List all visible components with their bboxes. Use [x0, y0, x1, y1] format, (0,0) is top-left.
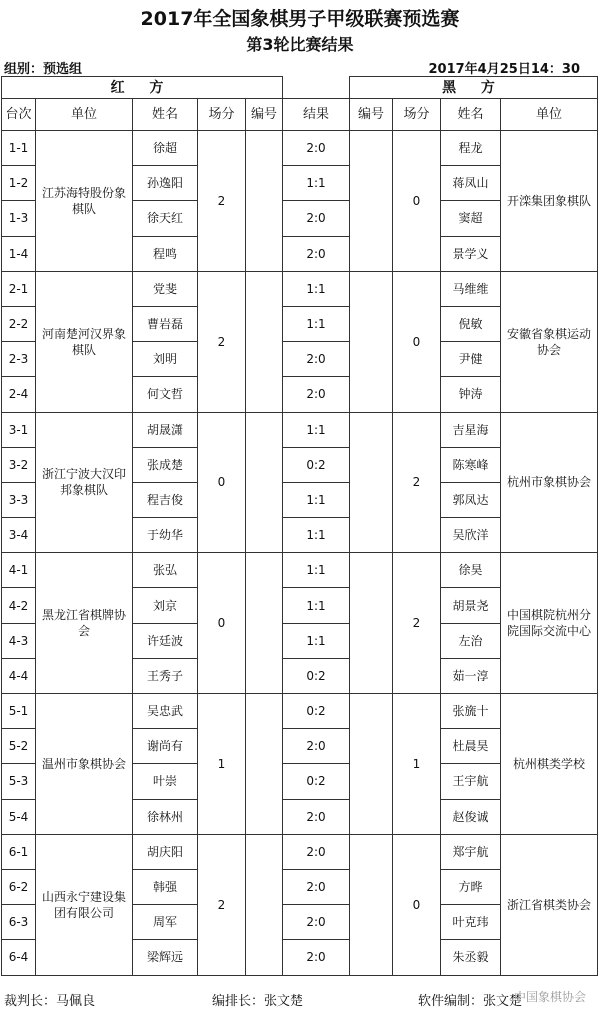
- black-player: 吴欣洋: [441, 518, 501, 553]
- board-number: 1-2: [2, 166, 36, 201]
- black-team-score: 2: [393, 412, 441, 553]
- red-unit: 浙江宁波大汉印邦象棋队: [36, 412, 133, 553]
- black-player: 徐昊: [441, 553, 501, 588]
- board-number: 2-4: [2, 377, 36, 412]
- black-number: [350, 131, 393, 272]
- board-number: 2-3: [2, 342, 36, 377]
- header-black-number: 编号: [350, 99, 393, 131]
- board-number: 2-1: [2, 271, 36, 306]
- page-title: 2017年全国象棋男子甲级联赛预选赛: [140, 8, 460, 30]
- black-team-score: 0: [393, 271, 441, 412]
- red-side-header: 红 方: [2, 77, 283, 99]
- black-player: 蒋凤山: [441, 166, 501, 201]
- board-result: 1:1: [283, 482, 350, 517]
- red-player: 梁辉远: [133, 940, 198, 975]
- board-result: 2:0: [283, 869, 350, 904]
- board-number: 1-4: [2, 236, 36, 271]
- black-player: 郑宇航: [441, 834, 501, 869]
- red-team-score: 2: [198, 131, 246, 272]
- scheduler-label: 编排长：张文楚: [212, 994, 304, 1009]
- board-number: 5-4: [2, 799, 36, 834]
- board-result: 0:2: [283, 764, 350, 799]
- table-row: [2, 553, 598, 588]
- black-player: 景学义: [441, 236, 501, 271]
- board-result: 0:2: [283, 658, 350, 693]
- red-player: 吴忠武: [133, 694, 198, 729]
- red-unit: 江苏海特股份象棋队: [36, 131, 133, 272]
- black-team-score: 2: [393, 553, 441, 694]
- red-number: [246, 412, 283, 553]
- red-player: 张成楚: [133, 447, 198, 482]
- red-player: 徐林州: [133, 799, 198, 834]
- watermark-logo: 中国象棋协会: [513, 990, 586, 1004]
- red-number: [246, 834, 283, 975]
- board-number: 1-3: [2, 201, 36, 236]
- board-number: 6-2: [2, 869, 36, 904]
- board-result: 2:0: [283, 834, 350, 869]
- board-result: 2:0: [283, 729, 350, 764]
- referee-label: 裁判长：马佩良: [4, 994, 96, 1009]
- page-subtitle: 第3轮比赛结果: [246, 35, 354, 54]
- black-player: 方晔: [441, 869, 501, 904]
- header-black-unit: 单位: [501, 99, 598, 131]
- black-number: [350, 694, 393, 835]
- red-player: 曹岩磊: [133, 306, 198, 341]
- red-player: 叶崇: [133, 764, 198, 799]
- software-label: 软件编制：张文楚: [418, 994, 523, 1009]
- board-result: 0:2: [283, 447, 350, 482]
- black-player: 郭凤达: [441, 482, 501, 517]
- board-number: 6-3: [2, 905, 36, 940]
- black-team-score: 1: [393, 694, 441, 835]
- header-result: 结果: [283, 99, 350, 131]
- board-result: 1:1: [283, 412, 350, 447]
- black-unit: 杭州棋类学校: [501, 694, 598, 835]
- red-player: 于幼华: [133, 518, 198, 553]
- red-player: 程鸣: [133, 236, 198, 271]
- black-player: 左治: [441, 623, 501, 658]
- black-player: 钟涛: [441, 377, 501, 412]
- board-result: 1:1: [283, 623, 350, 658]
- black-player: 倪敏: [441, 306, 501, 341]
- black-player: 茹一淳: [441, 658, 501, 693]
- results-table: [1, 76, 598, 976]
- board-result: 1:1: [283, 518, 350, 553]
- header-red-number: 编号: [246, 99, 283, 131]
- black-number: [350, 412, 393, 553]
- red-team-score: 1: [198, 694, 246, 835]
- red-team-score: 2: [198, 271, 246, 412]
- red-player: 谢尚有: [133, 729, 198, 764]
- header-black-score: 场分: [393, 99, 441, 131]
- red-unit: 温州市象棋协会: [36, 694, 133, 835]
- red-player: 王秀子: [133, 658, 198, 693]
- table-row: [2, 271, 598, 306]
- board-number: 3-3: [2, 482, 36, 517]
- board-result: 2:0: [283, 377, 350, 412]
- board-number: 3-2: [2, 447, 36, 482]
- black-unit: 开滦集团象棋队: [501, 131, 598, 272]
- board-number: 1-1: [2, 131, 36, 166]
- table-row: [2, 834, 598, 869]
- board-result: 2:0: [283, 201, 350, 236]
- board-number: 5-3: [2, 764, 36, 799]
- black-number: [350, 553, 393, 694]
- black-team-score: 0: [393, 834, 441, 975]
- board-result: 0:2: [283, 694, 350, 729]
- board-result: 1:1: [283, 588, 350, 623]
- datetime-label: 2017年4月25日14：30: [428, 62, 580, 77]
- board-result: 1:1: [283, 553, 350, 588]
- black-unit: 安徽省象棋运动协会: [501, 271, 598, 412]
- red-number: [246, 553, 283, 694]
- red-player: 韩强: [133, 869, 198, 904]
- red-team-score: 0: [198, 412, 246, 553]
- red-unit: 河南楚河汉界象棋队: [36, 271, 133, 412]
- board-number: 5-2: [2, 729, 36, 764]
- header-board: 台次: [2, 99, 36, 131]
- board-number: 4-3: [2, 623, 36, 658]
- table-row: [2, 694, 598, 729]
- red-player: 何文哲: [133, 377, 198, 412]
- header-red-score: 场分: [198, 99, 246, 131]
- board-number: 6-1: [2, 834, 36, 869]
- red-player: 孙逸阳: [133, 166, 198, 201]
- black-team-score: 0: [393, 131, 441, 272]
- board-number: 5-1: [2, 694, 36, 729]
- black-side-header: 黑 方: [350, 77, 598, 99]
- black-player: 朱丞毅: [441, 940, 501, 975]
- header-black-name: 姓名: [441, 99, 501, 131]
- black-number: [350, 271, 393, 412]
- board-result: 2:0: [283, 940, 350, 975]
- black-number: [350, 834, 393, 975]
- red-player: 周军: [133, 905, 198, 940]
- board-result: 2:0: [283, 131, 350, 166]
- red-number: [246, 131, 283, 272]
- red-player: 党斐: [133, 271, 198, 306]
- table-row: [2, 412, 598, 447]
- board-result: 1:1: [283, 306, 350, 341]
- black-player: 吉星海: [441, 412, 501, 447]
- board-result: 2:0: [283, 236, 350, 271]
- black-player: 尹健: [441, 342, 501, 377]
- black-unit: 浙江省棋类协会: [501, 834, 598, 975]
- table-row: [2, 131, 598, 166]
- red-unit: 山西永宁建设集团有限公司: [36, 834, 133, 975]
- black-player: 程龙: [441, 131, 501, 166]
- header-red-name: 姓名: [133, 99, 198, 131]
- red-team-score: 2: [198, 834, 246, 975]
- black-player: 陈寒峰: [441, 447, 501, 482]
- red-player: 刘京: [133, 588, 198, 623]
- board-result: 2:0: [283, 342, 350, 377]
- red-player: 胡晟潇: [133, 412, 198, 447]
- black-player: 张旒十: [441, 694, 501, 729]
- board-result: 2:0: [283, 799, 350, 834]
- board-number: 3-4: [2, 518, 36, 553]
- board-number: 2-2: [2, 306, 36, 341]
- red-player: 刘明: [133, 342, 198, 377]
- black-player: 赵俊诚: [441, 799, 501, 834]
- red-player: 程吉俊: [133, 482, 198, 517]
- black-player: 窦超: [441, 201, 501, 236]
- red-team-score: 0: [198, 553, 246, 694]
- board-number: 4-1: [2, 553, 36, 588]
- red-number: [246, 694, 283, 835]
- red-player: 徐天红: [133, 201, 198, 236]
- red-player: 许廷波: [133, 623, 198, 658]
- board-number: 6-4: [2, 940, 36, 975]
- red-player: 张弘: [133, 553, 198, 588]
- black-unit: 杭州市象棋协会: [501, 412, 598, 553]
- red-player: 徐超: [133, 131, 198, 166]
- header-red-unit: 单位: [36, 99, 133, 131]
- red-unit: 黑龙江省棋牌协会: [36, 553, 133, 694]
- black-player: 马维维: [441, 271, 501, 306]
- group-label: 组别：预选组: [4, 62, 83, 77]
- black-player: 王宇航: [441, 764, 501, 799]
- black-unit: 中国棋院杭州分院国际交流中心: [501, 553, 598, 694]
- side-spacer: [283, 77, 350, 99]
- board-result: 1:1: [283, 271, 350, 306]
- board-number: 4-2: [2, 588, 36, 623]
- red-player: 胡庆阳: [133, 834, 198, 869]
- board-result: 2:0: [283, 905, 350, 940]
- board-result: 1:1: [283, 166, 350, 201]
- board-number: 4-4: [2, 658, 36, 693]
- black-player: 胡景尧: [441, 588, 501, 623]
- red-number: [246, 271, 283, 412]
- black-player: 杜晨昊: [441, 729, 501, 764]
- black-player: 叶克玮: [441, 905, 501, 940]
- board-number: 3-1: [2, 412, 36, 447]
